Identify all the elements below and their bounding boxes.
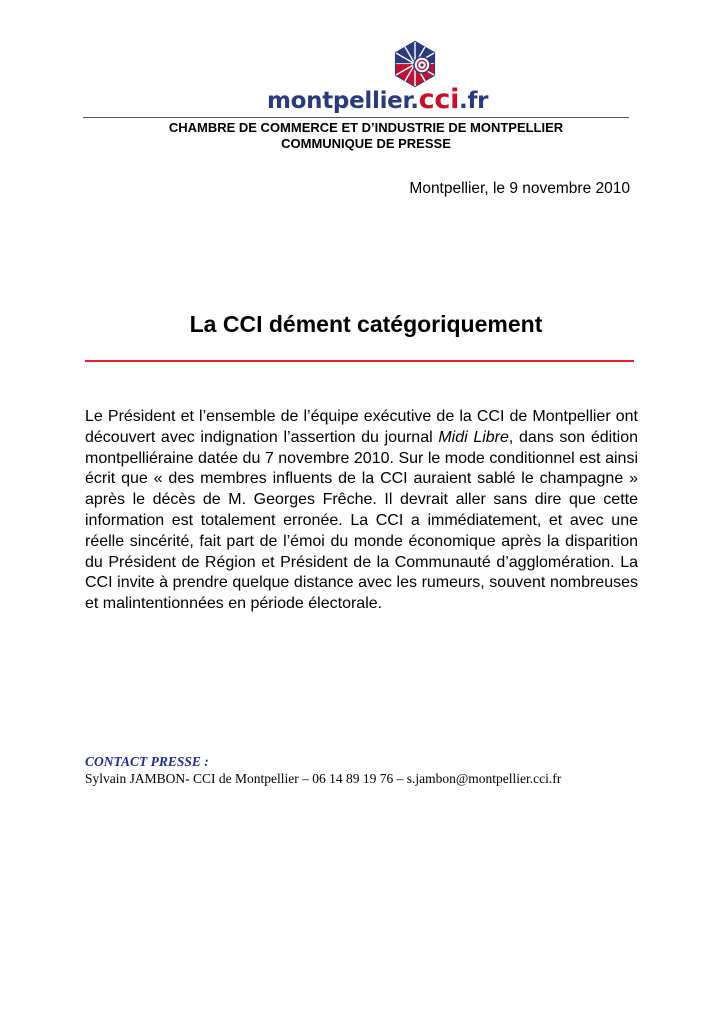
title-underline	[85, 360, 634, 362]
body-part-1: Le Président et l’ensemble de l’équipe exécutive de la CCI de Montpellier ont découvert avec indignation l’assertion du journal	[85, 408, 638, 446]
journal-name: Midi Libre	[438, 428, 509, 446]
organization-header	[83, 120, 649, 152]
body-part-2: , dans son édition montpelliéraine datée du 7 novembre 2010. Sur le mode conditionnel est ainsi écrit que « des membres influents de la CCI auraient sablé le champagne » après le décès de M. Georges Frêche. Il devrait aller sans dire que cette information est totalement erronée. La CCI a immédiatement, et avec une réelle sincérité, fait part de l’émoi du monde économique après la disparition du Président de Région et Président de la Communauté d’agglomération. La CCI invite à prendre quelque distance avec les rumeurs, souvent nombreuses et malintentionnées en période électorale.	[85, 428, 639, 613]
press-release-body	[85, 407, 638, 615]
logo-tld-text: .fr	[459, 88, 489, 114]
press-release-title: La CCI dément catégoriquement	[189, 311, 543, 337]
cci-rosette-logo-icon	[391, 40, 439, 88]
document-date: Montpellier, le 9 novembre 2010	[409, 180, 630, 197]
cci-wordmark-logo	[267, 84, 488, 114]
organization-name: CHAMBRE DE COMMERCE ET D’INDUSTRIE DE MONTPELLIER	[168, 120, 564, 135]
logo-cci-text: cci	[418, 84, 460, 115]
document-type: COMMUNIQUE DE PRESSE	[281, 136, 451, 151]
press-contact	[85, 753, 665, 787]
contact-label: CONTACT PRESSE :	[85, 754, 209, 769]
logo-main-text: montpellier.	[267, 88, 419, 114]
header-divider	[83, 117, 629, 118]
contact-details: Sylvain JAMBON- CCI de Montpellier – 06 14 89 19 76 – s.jambon@montpellier.cci.fr	[85, 771, 562, 786]
